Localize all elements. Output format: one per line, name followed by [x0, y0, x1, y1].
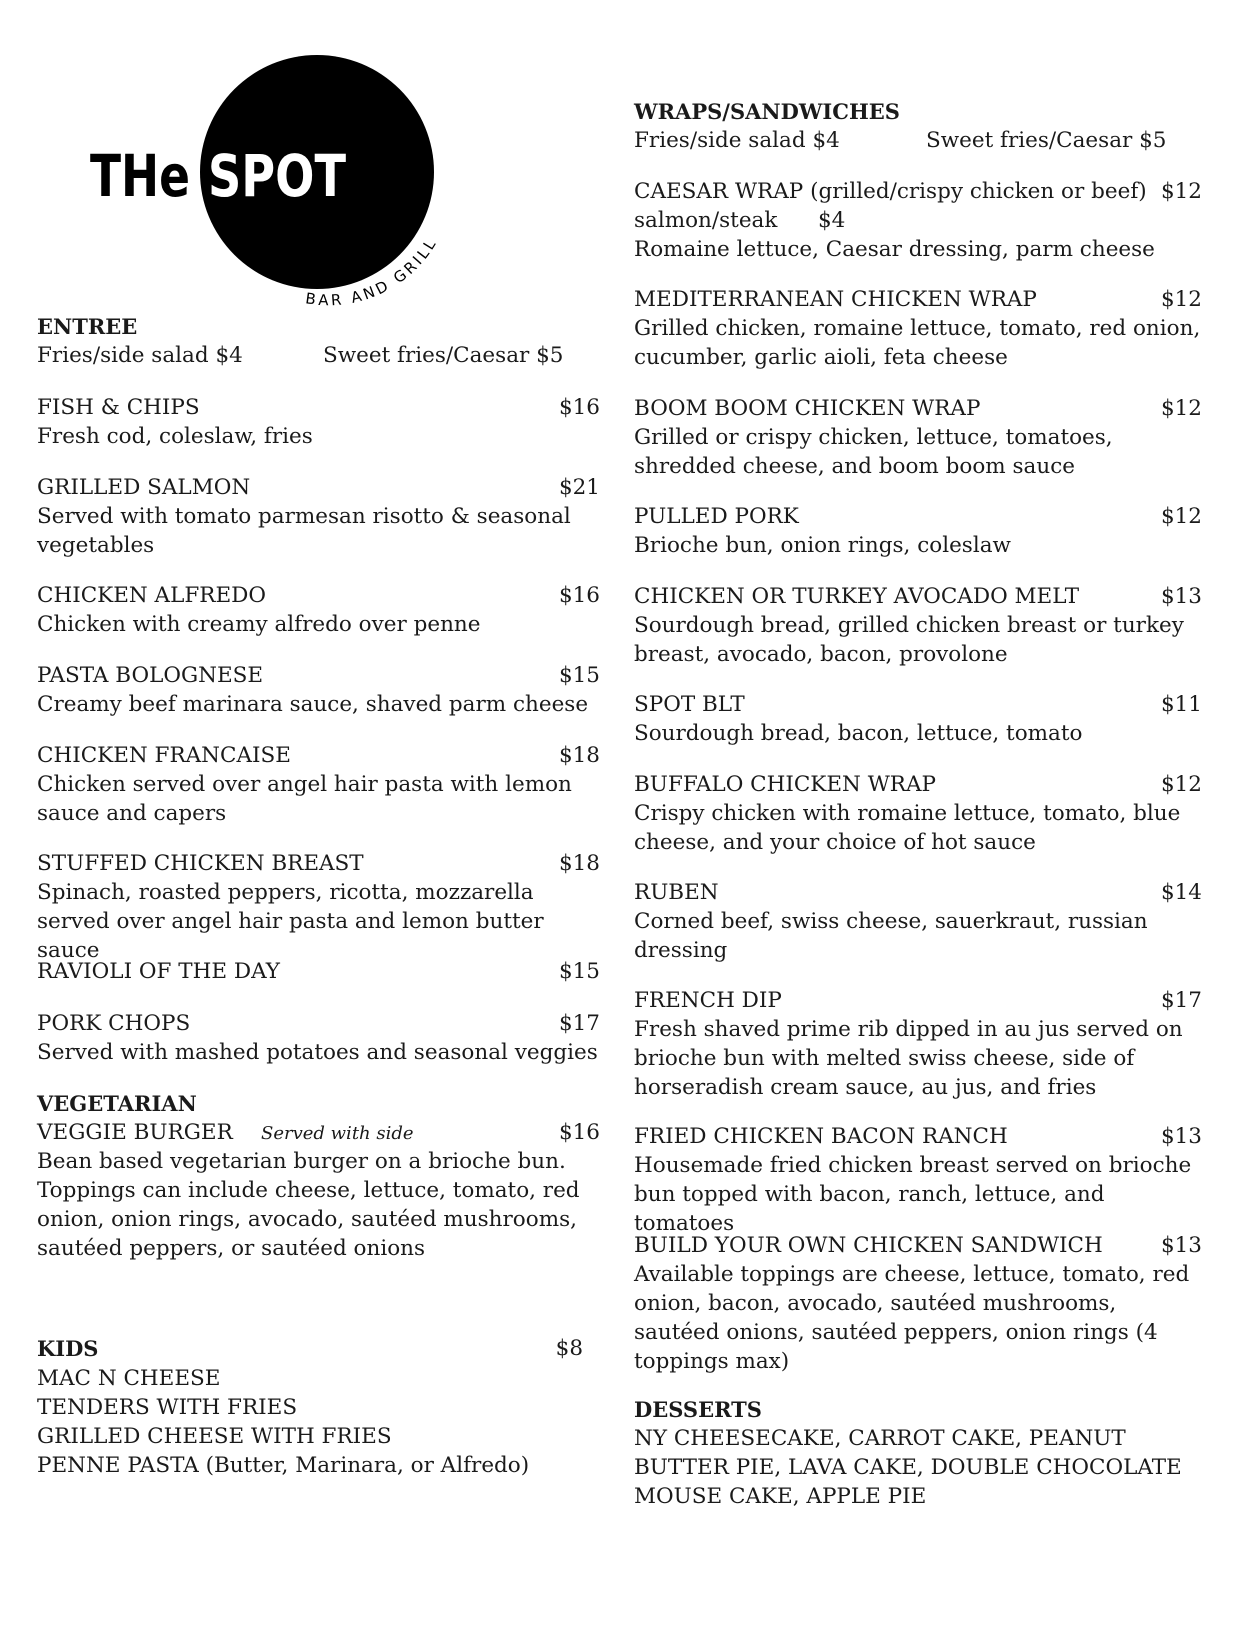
item-name: FRENCH DIP — [634, 988, 782, 1013]
item-name: PORK CHOPS — [37, 1011, 191, 1036]
menu-item — [634, 582, 1202, 669]
item-price: $18 — [558, 743, 600, 768]
item-name: CAESAR WRAP (grilled/crispy chicken or beef) — [634, 179, 1147, 204]
desserts-section — [634, 1395, 1202, 1511]
item-description: Fresh cod, coleslaw, fries — [37, 424, 313, 449]
menu-item — [37, 661, 600, 719]
item-name: RUBEN — [634, 880, 719, 905]
item-name: GRILLED SALMON — [37, 475, 251, 500]
item-description: Served with tomato parmesan risotto & seasonal vegetables — [37, 504, 571, 558]
item-name: MEDITERRANEAN CHICKEN WRAP — [634, 287, 1037, 312]
vegetarian-heading: VEGETARIAN — [37, 1091, 197, 1116]
item-description: Sourdough bread, grilled chicken breast or turkey breast, avocado, bacon, provolone — [634, 613, 1184, 667]
item-name: CHICKEN OR TURKEY AVOCADO MELT — [634, 584, 1080, 609]
item-name: CHICKEN ALFREDO — [37, 583, 267, 608]
desserts-heading: DESSERTS — [634, 1397, 762, 1422]
wraps-side-b: Sweet fries/Caesar $5 — [926, 128, 1167, 153]
menu-item — [634, 285, 1202, 372]
item-name: FISH & CHIPS — [37, 395, 200, 420]
item-price: $16 — [558, 1120, 600, 1145]
entree-side-b: Sweet fries/Caesar $5 — [323, 343, 564, 368]
wraps-side-options — [634, 126, 1202, 155]
item-description: Served with mashed potatoes and seasonal veggies — [37, 1040, 598, 1065]
menu-item — [634, 986, 1202, 1102]
entree-side-options — [37, 341, 600, 370]
item-description: Fresh shaved prime rib dipped in au jus served on brioche bun with melted swiss cheese, side of horseradish cream sauce, au jus, and fries — [634, 1017, 1183, 1100]
menu-item — [37, 957, 600, 986]
entree-heading: ENTREE — [37, 314, 138, 339]
item-description: Spinach, roasted peppers, ricotta, mozzarella served over angel hair pasta and lemon butter sauce — [37, 880, 544, 963]
item-price: $13 — [1160, 1124, 1202, 1149]
item-description: Romaine lettuce, Caesar dressing, parm cheese — [634, 237, 1155, 262]
entree-side-a: Fries/side salad $4 — [37, 343, 243, 368]
vegetarian-section — [37, 1089, 600, 1263]
wraps-side-a: Fries/side salad $4 — [634, 128, 840, 153]
kids-item: GRILLED CHEESE WITH FRIES — [37, 1424, 392, 1449]
item-name: PASTA BOLOGNESE — [37, 663, 264, 688]
wraps-section-header — [634, 97, 1202, 155]
item-price: $12 — [1160, 504, 1202, 529]
wraps-heading: WRAPS/SANDWICHES — [634, 99, 900, 124]
item-name: BOOM BOOM CHICKEN WRAP — [634, 396, 981, 421]
kids-item: TENDERS WITH FRIES — [37, 1395, 298, 1420]
item-description: Bean based vegetarian burger on a brioche bun. Toppings can include cheese, lettuce, tomato, red onion, onion rings, avocado, sautéed mushrooms, sautéed peppers, or sautéed onions — [37, 1149, 580, 1261]
item-price: $12 — [1160, 179, 1202, 204]
item-note: Served with side — [261, 1123, 414, 1144]
item-price: $13 — [1160, 584, 1202, 609]
item-price: $17 — [558, 1011, 600, 1036]
menu-item — [634, 502, 1202, 560]
menu-item — [37, 473, 600, 560]
item-price: $21 — [558, 475, 600, 500]
item-description: Housemade fried chicken breast served on brioche bun topped with bacon, ranch, lettuce, and tomatoes — [634, 1153, 1192, 1236]
item-name: CHICKEN FRANCAISE — [37, 743, 291, 768]
menu-item — [37, 1009, 600, 1067]
the-spot-logo — [90, 55, 490, 330]
menu-item — [37, 393, 600, 451]
menu-item — [634, 1231, 1202, 1376]
item-description: Available toppings are cheese, lettuce, tomato, red onion, bacon, avocado, sautéed mushrooms, sautéed onions, sautéed peppers, onion rings (4 toppings max) — [634, 1262, 1190, 1374]
item-price: $13 — [1160, 1233, 1202, 1258]
item-price: $15 — [558, 959, 600, 984]
item-name: STUFFED CHICKEN BREAST — [37, 851, 364, 876]
logo-tagline: BAR AND GRILL — [304, 233, 441, 310]
item-description: Sourdough bread, bacon, lettuce, tomato — [634, 721, 1083, 746]
item-price: $15 — [558, 663, 600, 688]
entree-section-header — [37, 312, 600, 370]
item-price: $16 — [558, 583, 600, 608]
kids-section — [37, 1334, 583, 1480]
menu-item — [37, 581, 600, 639]
item-price: $12 — [1160, 396, 1202, 421]
menu-item — [634, 394, 1202, 481]
item-name: VEGGIE BURGER — [37, 1120, 233, 1145]
item-description: Corned beef, swiss cheese, sauerkraut, russian dressing — [634, 909, 1148, 963]
menu-item — [634, 770, 1202, 857]
menu-item — [37, 849, 600, 965]
item-price: $18 — [558, 851, 600, 876]
menu-item — [37, 741, 600, 828]
item-price: $12 — [1160, 287, 1202, 312]
item-price: $12 — [1160, 772, 1202, 797]
menu-item — [634, 1122, 1202, 1238]
logo-the: THe — [90, 142, 190, 210]
item-description: Brioche bun, onion rings, coleslaw — [634, 533, 1011, 558]
addon-label: salmon/steak — [634, 208, 778, 233]
item-price: $17 — [1160, 988, 1202, 1013]
item-name: BUILD YOUR OWN CHICKEN SANDWICH — [634, 1233, 1103, 1258]
item-name: RAVIOLI OF THE DAY — [37, 959, 280, 984]
logo-spot: SPOT — [208, 142, 347, 210]
kids-heading: KIDS — [37, 1336, 99, 1361]
item-name: BUFFALO CHICKEN WRAP — [634, 772, 936, 797]
menu-item — [634, 177, 1202, 264]
item-description: Crispy chicken with romaine lettuce, tomato, blue cheese, and your choice of hot sauce — [634, 801, 1181, 855]
item-description: Chicken served over angel hair pasta with lemon sauce and capers — [37, 772, 572, 826]
desserts-list: NY CHEESECAKE, CARROT CAKE, PEANUT BUTTER PIE, LAVA CAKE, DOUBLE CHOCOLATE MOUSE CAKE, APPLE PIE — [634, 1426, 1182, 1509]
kids-price: $8 — [555, 1336, 583, 1361]
item-description: Grilled or crispy chicken, lettuce, tomatoes, shredded cheese, and boom boom sauce — [634, 425, 1113, 479]
kids-item: PENNE PASTA (Butter, Marinara, or Alfredo) — [37, 1453, 530, 1478]
item-price: $11 — [1160, 692, 1202, 717]
addon-price: $4 — [818, 208, 846, 233]
menu-item — [634, 878, 1202, 965]
menu-item — [634, 690, 1202, 748]
item-price: $14 — [1160, 880, 1202, 905]
item-description: Creamy beef marinara sauce, shaved parm cheese — [37, 692, 589, 717]
item-description: Grilled chicken, romaine lettuce, tomato, red onion, cucumber, garlic aioli, feta cheese — [634, 316, 1201, 370]
kids-item: MAC N CHEESE — [37, 1366, 221, 1391]
item-price: $16 — [558, 395, 600, 420]
item-name: FRIED CHICKEN BACON RANCH — [634, 1124, 1008, 1149]
item-description: Chicken with creamy alfredo over penne — [37, 612, 481, 637]
item-name: PULLED PORK — [634, 504, 799, 529]
item-name: SPOT BLT — [634, 692, 745, 717]
